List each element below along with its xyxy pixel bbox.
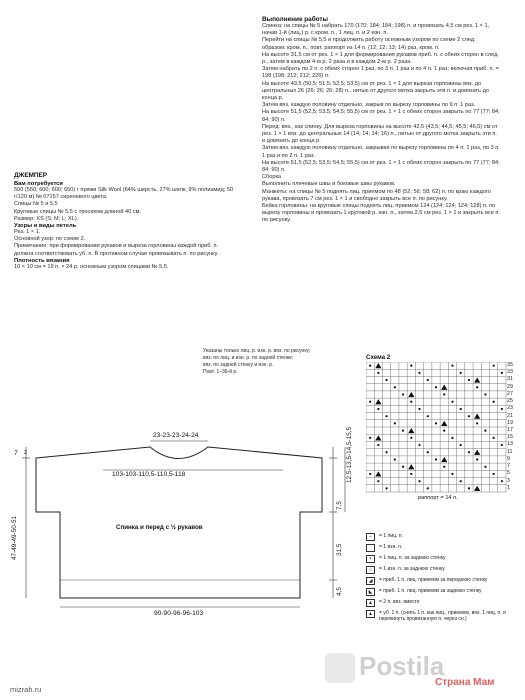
logo-subtext: Страна Мам	[435, 677, 495, 688]
legend-item	[366, 610, 519, 622]
work-title: Выполнение работы	[262, 16, 329, 23]
chart-triangle	[375, 471, 381, 476]
row-number-label: 17	[507, 427, 513, 433]
chart-dot	[484, 430, 486, 432]
row-number-label: 23	[507, 405, 513, 412]
legend-item	[366, 555, 445, 564]
chart-dot	[493, 437, 495, 439]
legend-item	[366, 533, 403, 542]
garment-outline	[36, 447, 322, 598]
chart-dot	[410, 365, 412, 367]
chart-triangle	[474, 450, 480, 455]
chart-triangle	[474, 414, 480, 419]
chart-dot	[410, 437, 412, 439]
body-label: Спинка и перед с ½ рукавов	[116, 524, 203, 531]
postila-logo	[325, 647, 520, 695]
chart-dot	[468, 379, 470, 381]
legend-text: = 1 лиц. п.	[379, 533, 403, 539]
chart-dot	[369, 401, 371, 403]
row-number-label: 25	[507, 398, 513, 405]
chart-dot	[427, 451, 429, 453]
chart-dot	[451, 401, 453, 403]
source-label: mizrah.ru	[10, 685, 42, 694]
chart-dot	[468, 487, 470, 489]
chart-dot	[451, 473, 453, 475]
chart-triangle	[441, 385, 447, 390]
scheme2-row-labels	[507, 362, 523, 494]
sleeve-width-label: 103-103-110,5-110,5-118	[112, 471, 186, 478]
chart-dot	[484, 466, 486, 468]
chart-dot	[427, 415, 429, 417]
chart-dot	[501, 480, 503, 482]
legend-item	[366, 544, 402, 553]
chart-triangle	[375, 399, 381, 404]
chart-dot	[460, 372, 462, 374]
chart-dot	[427, 379, 429, 381]
scheme2-title: Схема 2	[366, 354, 391, 361]
bottom-width-label: 90-90-96-96-103	[154, 610, 204, 617]
chart-dot	[410, 473, 412, 475]
logo-icon	[325, 653, 355, 683]
chart-dot	[418, 480, 420, 482]
chart-triangle	[375, 435, 381, 440]
legend-symbol: ◢	[366, 577, 375, 585]
chart-triangle	[408, 464, 414, 469]
chart-note-line2: вяз. по лиц. и изн. р. по задней стенке;	[203, 355, 294, 361]
logo-text: Postila	[359, 651, 445, 681]
right-c-label: 31,5	[336, 543, 343, 556]
chart-dot	[493, 473, 495, 475]
row-number-label: 1	[507, 484, 510, 491]
rib-text: Рез. 1 × 1.	[14, 229, 41, 236]
chart-dot	[468, 415, 470, 417]
row-number-label: 11	[507, 448, 513, 455]
chart-dot	[385, 379, 387, 381]
legend-item	[366, 588, 481, 597]
chart-dot	[377, 408, 379, 410]
legend-symbol: •	[366, 555, 375, 563]
legend-text: = 1 лиц. п. за заднюю стенку	[379, 555, 446, 561]
scheme2-grid	[366, 362, 516, 494]
chart-note-line1: Указаны только лиц. р. изн. р. вяз. по рисунку;	[203, 348, 311, 354]
row-number-label: 33	[507, 369, 513, 376]
chart-triangle	[474, 377, 480, 382]
chart-triangle	[474, 486, 480, 491]
chart-dot	[394, 458, 396, 460]
body-height-label: 47-49-49-50-51	[11, 515, 18, 560]
row-number-label: 3	[507, 477, 510, 484]
chart-dot	[476, 422, 478, 424]
right-b-label: 7,5	[336, 501, 343, 510]
row-number-label: 7	[507, 463, 510, 470]
row-number-label: 31	[507, 376, 513, 383]
chart-dot	[402, 430, 404, 432]
chart-dot	[435, 458, 437, 460]
right-top-label: 12,5-13,5-14,5-15,5	[346, 426, 353, 483]
legend-item	[366, 599, 420, 608]
chart-dot	[468, 451, 470, 453]
size-text: Размер: XS (S; M; L; XL).	[14, 215, 79, 222]
legend	[366, 533, 524, 633]
gauge-heading: Плотность вязания	[14, 257, 70, 264]
row-number-label: 21	[507, 412, 513, 419]
back-instructions: Спинка: на спицы № 5 набрать 170 (170; 184; 184; 198) п. и провязать 4,5 см рез. 1 × 1, начав 1-й (лиц.) р. с кром. п., 1 лиц. п. и 2 изн. п. Перейти на спицы № 5,5 и продолжить работу основным узором по схеме 2 след. образом: кром. п., повт. раппорт из 14 п. (12; 12; 13; 14) раз, кром. п. На высоте 31,5 см от рез. 1 × 1 для формирования рукавов приб. п. с обеих сторон в след. р., затем в каждом 4-м р. 2 раза и в каждом 2-м р. 2 раза. Затем набрать по 2 п. с обеих сторон 1 раз, по 3 п. 1 раз и по 4 п. 1 раз; включая приб. п. = 198 (198; 212; 212; 226) п. На высоте 49,5 (50,5; 51,5; 52,5; 53,5) см от рез. 1 × 1 для выреза горловины вяз. до центральных 26 (26; 26; 26; 28) п., нитью от другого мотка закрыть эти п. и довязать до конца р. Затем вяз. каждую половину отдельно, закрыв по вырезу горловины по 9 п. 1 раз. На высоте 51,5 (52,5; 53,5; 54,5; 55,5) см от рез. 1 × 1 с обеих сторон закрыть по 77 (77; 84; 84; 90) п.	[262, 23, 500, 123]
chart-dot	[369, 437, 371, 439]
chart-dot	[369, 473, 371, 475]
right-d-label: 4,5	[336, 587, 343, 596]
chart-dot	[410, 401, 412, 403]
legend-item	[366, 566, 445, 575]
chart-triangle	[441, 457, 447, 462]
legend-text: = 1 изн. п.	[379, 544, 403, 550]
chart-dot	[418, 408, 420, 410]
chart-triangle	[441, 421, 447, 426]
chart-dot	[460, 480, 462, 482]
chart-dot	[418, 372, 420, 374]
chart-dot	[443, 466, 445, 468]
chart-triangle	[408, 428, 414, 433]
legend-symbol: ▲	[366, 599, 375, 607]
chart-dot	[377, 372, 379, 374]
row-number-label: 9	[507, 455, 510, 462]
legend-item	[366, 577, 487, 586]
chart-dot	[501, 444, 503, 446]
chart-dot	[427, 487, 429, 489]
materials-text: 500 (550; 600; 600; 650) г пряжи Silk Wool (64% шерсть, 27% шелк, 9% полиамид; 50 г/120 м) № 07157 сиреневого цвета. Спицы № 5 и 5,5 Круговые спицы № 5,5 с тросиком длиной 40 см.	[14, 187, 234, 215]
chart-dot	[460, 408, 462, 410]
front-instructions: Перед: вяз., как спинку. Для выреза горловины на высоте 42,5 (43,5; 44,5; 45,5; 46,5) см от рез. 1 × 1 вяз. до центральных 14 (14; 14; 14; 16) п., нитью от другого мотка закрыть эти п. и довязать до конца р. Затем вяз. каждую половину отдельно, закрывая по вырезу горловины по 4 п. 1 раз, по 3 п. 1 раз и по 2 п. 1 раз. На высоте 51,5 (52,5; 53,5; 54,5; 55,5) см от рез. 1 × 1 с обеих сторон закрыть по 77 (77; 84; 84; 90) п.	[262, 123, 500, 174]
chart-triangle	[408, 392, 414, 397]
chart-dot	[443, 430, 445, 432]
note-text: Примечание: при формировании рукавов и выреза горловины каждой приб. п. должна соответствовать уб. п. В противном случае провязывать п. по рисунку.	[14, 243, 219, 257]
chart-triangle	[375, 363, 381, 368]
chart-dot	[493, 365, 495, 367]
neck-width-label: 23-23-23-24-24	[153, 432, 199, 439]
row-number-label: 27	[507, 390, 513, 397]
row-number-label: 13	[507, 441, 513, 448]
row-number-label: 19	[507, 419, 513, 426]
row-number-label: 15	[507, 434, 513, 441]
chart-dot	[493, 401, 495, 403]
chart-note-line3: вяз. по задней стенку и изн. р.	[203, 362, 274, 368]
patterns-heading: Узоры и виды петель	[14, 223, 77, 230]
row-number-label: 35	[507, 362, 513, 368]
left-top2-label: 2	[24, 450, 28, 456]
chart-dot	[385, 451, 387, 453]
chart-dot	[435, 386, 437, 388]
chart-dot	[402, 466, 404, 468]
chart-dot	[443, 393, 445, 395]
jumper-title: ДЖЕМПЕР	[14, 172, 48, 179]
chart-dot	[435, 422, 437, 424]
legend-text: = 2 п. вяз. вместе	[379, 599, 420, 605]
legend-symbol	[366, 544, 375, 552]
assembly-instructions: Сборка Выполнить плечевые швы и боковые швы рукавов. Манжеты: на спицы № 5 поднять лиц. приемом по 48 (52; 56; 58; 62) п. по краю каждого рукава, провязать 7 см рез. 1 × 1 и свободно закрыть все п. по рисунку. Бейка горловины: на круговые спицы поднять лиц. приемом 124 (124; 124; 124; 128) п. по вырезу горловины и провязать 1 круговой р. изн. п., затем 2,5 см рез. 1 × 1 и закрыть все п. по рисунку.	[262, 174, 500, 224]
chart-dot	[377, 480, 379, 482]
legend-text: = приб. 1 п. лиц. приемом за заднюю стенку	[379, 588, 482, 594]
chart-dot	[484, 393, 486, 395]
materials-heading: Вам потребуется	[14, 181, 63, 187]
chart-dot	[501, 372, 503, 374]
chart-dot	[476, 386, 478, 388]
chart-dot	[394, 386, 396, 388]
left-top-label: 7	[14, 450, 18, 457]
chart-dot	[460, 444, 462, 446]
gauge-text: 10 × 10 см = 19 п. × 24 р. основным узором спицами № 5,5.	[14, 263, 169, 270]
legend-symbol: ○	[366, 566, 375, 574]
legend-text: = 1 изн. п. за заднюю стенку	[379, 566, 445, 572]
row-number-label: 29	[507, 383, 513, 390]
chart-dot	[394, 422, 396, 424]
chart-dot	[402, 393, 404, 395]
chart-dot	[451, 365, 453, 367]
chart-dot	[385, 487, 387, 489]
main-pattern-text: Основной узор: по схеме 2.	[14, 236, 86, 243]
chart-dot	[369, 365, 371, 367]
chart-note-line4: Повт. 1–36-й р.	[203, 369, 238, 375]
chart-dot	[377, 444, 379, 446]
legend-symbol: ▲	[366, 610, 375, 618]
chart-dot	[418, 444, 420, 446]
legend-symbol: −	[366, 533, 375, 541]
chart-dot	[501, 408, 503, 410]
legend-text: = приб. 1 п. лиц. приемом за переднюю стенку	[379, 577, 488, 583]
chart-dot	[476, 458, 478, 460]
legend-text: = уб. 1 п. (снять 1 п. как лиц., приемом, вяз. 1 лиц. п. и перекинуть провязанную п. через сн.)	[379, 610, 506, 622]
rapport-label: раппорт = 14 п.	[418, 495, 458, 501]
chart-dot	[385, 415, 387, 417]
row-number-label: 5	[507, 470, 510, 477]
chart-dot	[451, 437, 453, 439]
legend-symbol: ◣	[366, 588, 375, 596]
